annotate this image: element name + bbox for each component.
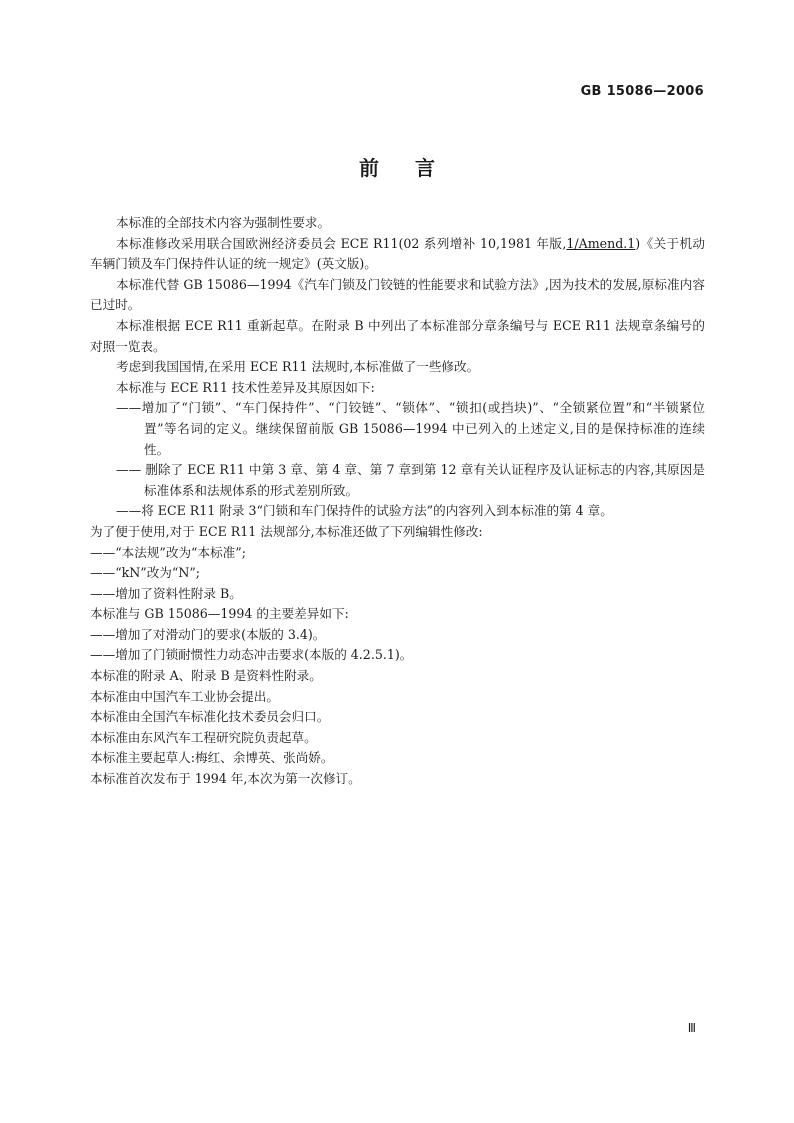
paragraph-committee: 本标准由全国汽车标准化技术委员会归口。 [90, 709, 330, 725]
paragraph-drafters: 本标准主要起草人:梅红、余博英、张尚娇。 [90, 750, 334, 766]
paragraph-editorial: 为了便于使用,对于 ECE R11 法规部分,本标准还做了下列编辑性修改: [90, 523, 483, 539]
paragraph-replaces: 本标准代替 GB 15086—1994《汽车门锁及门铰链的性能要求和试验方法》,因为技术的发展,原标准内容已过时。 [90, 276, 705, 313]
paragraph-adoption [90, 234, 705, 275]
list-item: ——“kN”改为“N”; [90, 565, 201, 581]
adoption-text-start: 本标准修改采用联合国欧洲经济委员会 ECE R11(02 系列增补 10,1981 年版, [116, 235, 567, 251]
paragraph-annexes: 本标准的附录 A、附录 B 是资料性附录。 [90, 668, 322, 684]
foreword-body [90, 213, 705, 790]
amendment-reference: 1/Amend.1 [566, 235, 636, 251]
paragraph-history: 本标准首次发布于 1994 年,本次为第一次修订。 [90, 771, 361, 787]
adoption-text-end: )《关于机动车辆门锁及车门保持件认证的统一规定》(英文版)。 [90, 235, 705, 272]
page-number: Ⅲ [687, 1021, 696, 1035]
standard-number: GB 15086—2006 [580, 84, 704, 99]
paragraph-redrafted: 本标准根据 ECE R11 重新起草。在附录 B 中列出了本标准部分章条编号与 ECE R11 法规章条编号的对照一览表。 [90, 317, 705, 354]
list-item: ——增加了对滑动门的要求(本版的 3.4)。 [90, 626, 326, 642]
list-item: ——“本法规”改为“本标准”; [90, 544, 246, 560]
list-item: ——增加了资料性附录 B。 [90, 585, 242, 601]
list-item: ——将 ECE R11 附录 3“门锁和车门保持件的试验方法”的内容列入到本标准的第 4 章。 [116, 503, 613, 519]
list-item: ——增加了门锁耐惯性力动态冲击要求(本版的 4.2.5.1)。 [90, 647, 413, 663]
paragraph-modifications: 考虑到我国国情,在采用 ECE R11 法规时,本标准做了一些修改。 [116, 359, 480, 375]
paragraph-technical-differences: 本标准与 ECE R11 技术性差异及其原因如下: [116, 379, 375, 395]
list-item: —— 删除了 ECE R11 中第 3 章、第 4 章、第 7 章到第 12 章有关认证程序及认证标志的内容,其原因是标准体系和法规体系的形式差别所致。 [116, 462, 705, 498]
list-item: ——增加了“门锁”、“车门保持件”、“门铰链”、“锁体”、“锁扣(或挡块)”、“全锁紧位置”和“半锁紧位置”等名词的定义。继续保留前版 GB 15086—1994 中已列入的上述定义,目的是保持标准的连续性。 [116, 400, 705, 457]
paragraph-proposer: 本标准由中国汽车工业协会提出。 [90, 688, 279, 704]
paragraph-drafting-org: 本标准由东风汽车工程研究院负责起草。 [90, 729, 317, 745]
page-title: 前言 [359, 156, 471, 180]
paragraph-main-differences: 本标准与 GB 15086—1994 的主要差异如下: [90, 606, 349, 622]
paragraph-mandatory: 本标准的全部技术内容为强制性要求。 [116, 215, 331, 230]
